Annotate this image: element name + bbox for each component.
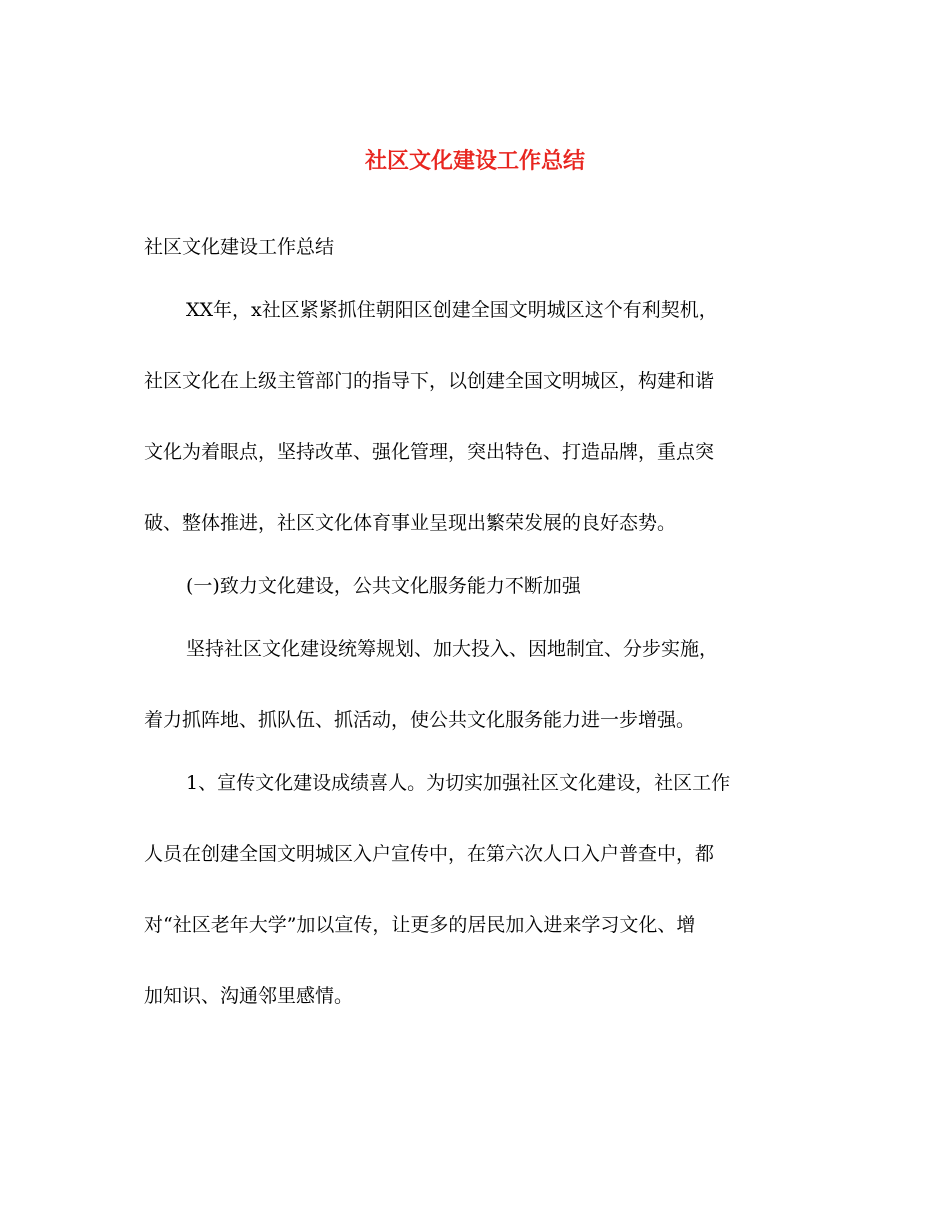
subtitle-line: 社区文化建设工作总结 bbox=[144, 236, 335, 258]
paragraph-line: 1、宣传文化建设成绩喜人。为切实加强社区文化建设，社区工作 bbox=[186, 772, 731, 794]
paragraph-line: 加知识、沟通邻里感情。 bbox=[144, 985, 354, 1007]
paragraph-line: 坚持社区文化建设统筹规划、加大投入、因地制宜、分步实施， bbox=[186, 638, 719, 660]
paragraph-line: XX年，x社区紧紧抓住朝阳区创建全国文明城区这个有利契机， bbox=[186, 299, 718, 321]
paragraph-line: 人员在创建全国文明城区入户宣传中，在第六次人口入户普查中，都 bbox=[144, 843, 715, 865]
paragraph-line: 文化为着眼点，坚持改革、强化管理，突出特色、打造品牌，重点突 bbox=[144, 441, 715, 463]
document-title: 社区文化建设工作总结 bbox=[364, 149, 585, 174]
section-heading: (一)致力文化建设，公共文化服务能力不断加强 bbox=[186, 575, 581, 597]
paragraph-line: 对“社区老年大学”加以宣传，让更多的居民加入进来学习文化、增 bbox=[144, 914, 696, 936]
paragraph-line: 着力抓阵地、抓队伍、抓活动，使公共文化服务能力进一步增强。 bbox=[144, 709, 696, 731]
paragraph-line: 社区文化在上级主管部门的指导下，以创建全国文明城区，构建和谐 bbox=[144, 370, 715, 392]
paragraph-line: 破、整体推进，社区文化体育事业呈现出繁荣发展的良好态势。 bbox=[144, 512, 677, 534]
